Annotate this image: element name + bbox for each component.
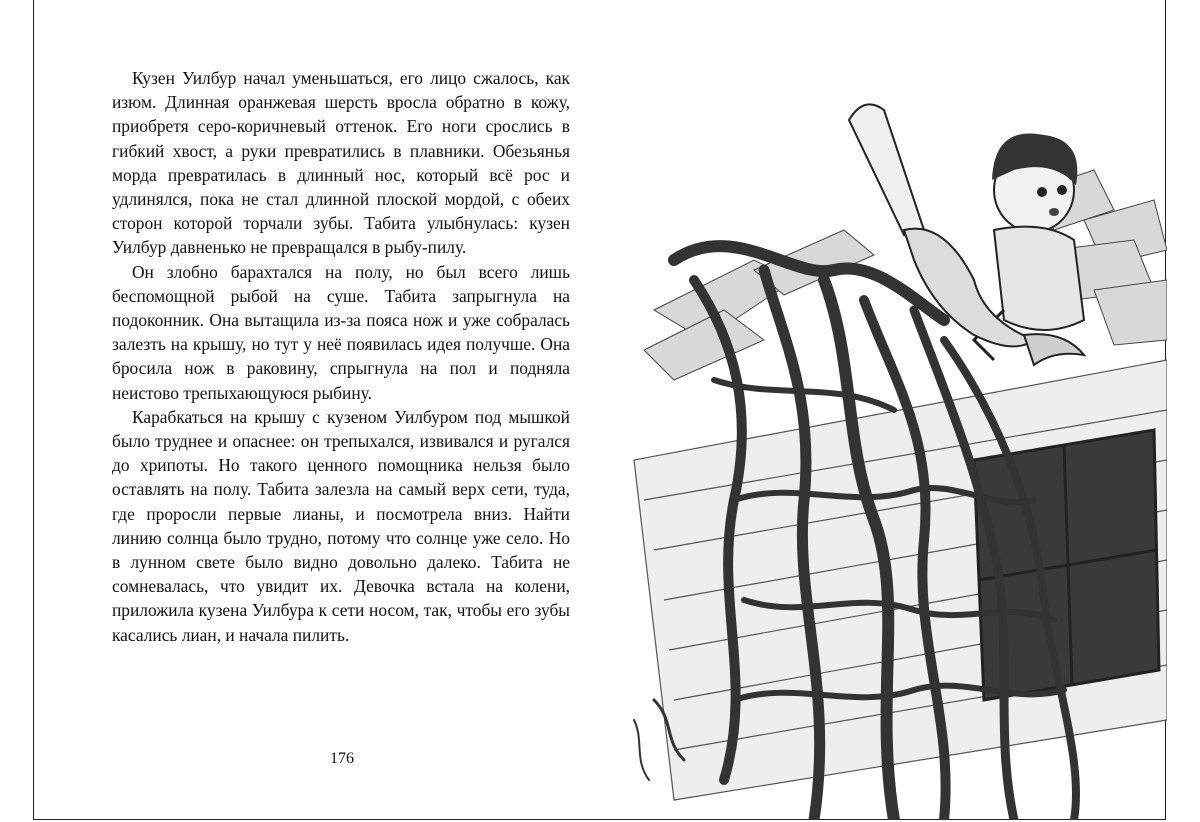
text-column xyxy=(112,66,570,647)
paragraph-3: Карабкаться на крышу с кузеном Уилбуром под мышкой было труднее и опаснее: он трепыхался, извивался и ругался до хрипоты. Но такого ценного помощника нельзя было оставлять на полу. Табита залезла на самый верх сети, туда, где проросли первые лианы, и посмотрела вниз. Найти линию солнца было трудно, потому что солнце уже село. Но в лунном свете было видно довольно далеко. Табита не сомневалась, что увидит их. Девочка встала на колени, приложила кузена Уилбура к сети носом, так, чтобы его зубы касались лиан, и начала пилить. xyxy=(112,406,570,645)
illustration xyxy=(614,80,1167,820)
paragraph-1: Кузен Уилбур начал уменьшаться, его лицо сжалось, как изюм. Длинная оранжевая шерсть вросла обратно в кожу, приобретя серо-коричневый оттенок. Его ноги срослись в гибкий хвост, а руки превратились в плавники. Обезьянья морда превратилась в длинный нос, который всё рос и удлинялся, пока не стал длинной плоской мордой, с обеих сторон которой торчали зубы. Табита улыбнулась: кузен Уилбур давненько не превращался в рыбу-пилу. xyxy=(112,68,570,258)
page-number: 176 xyxy=(330,750,354,767)
book-spread xyxy=(33,0,1166,820)
vines-illustration xyxy=(614,80,1167,820)
paragraph-2: Он злобно барахтался на полу, но был всего лишь беспомощной рыбой на суше. Табита запрыгнула на подоконник. Она вытащила из-за пояса нож и уже собралась залезть на крышу, но тут у неё появилась идея получше. Она бросила нож в раковину, спрыгнула на пол и подняла неистово трепыхающуюся рыбину. xyxy=(112,261,570,403)
